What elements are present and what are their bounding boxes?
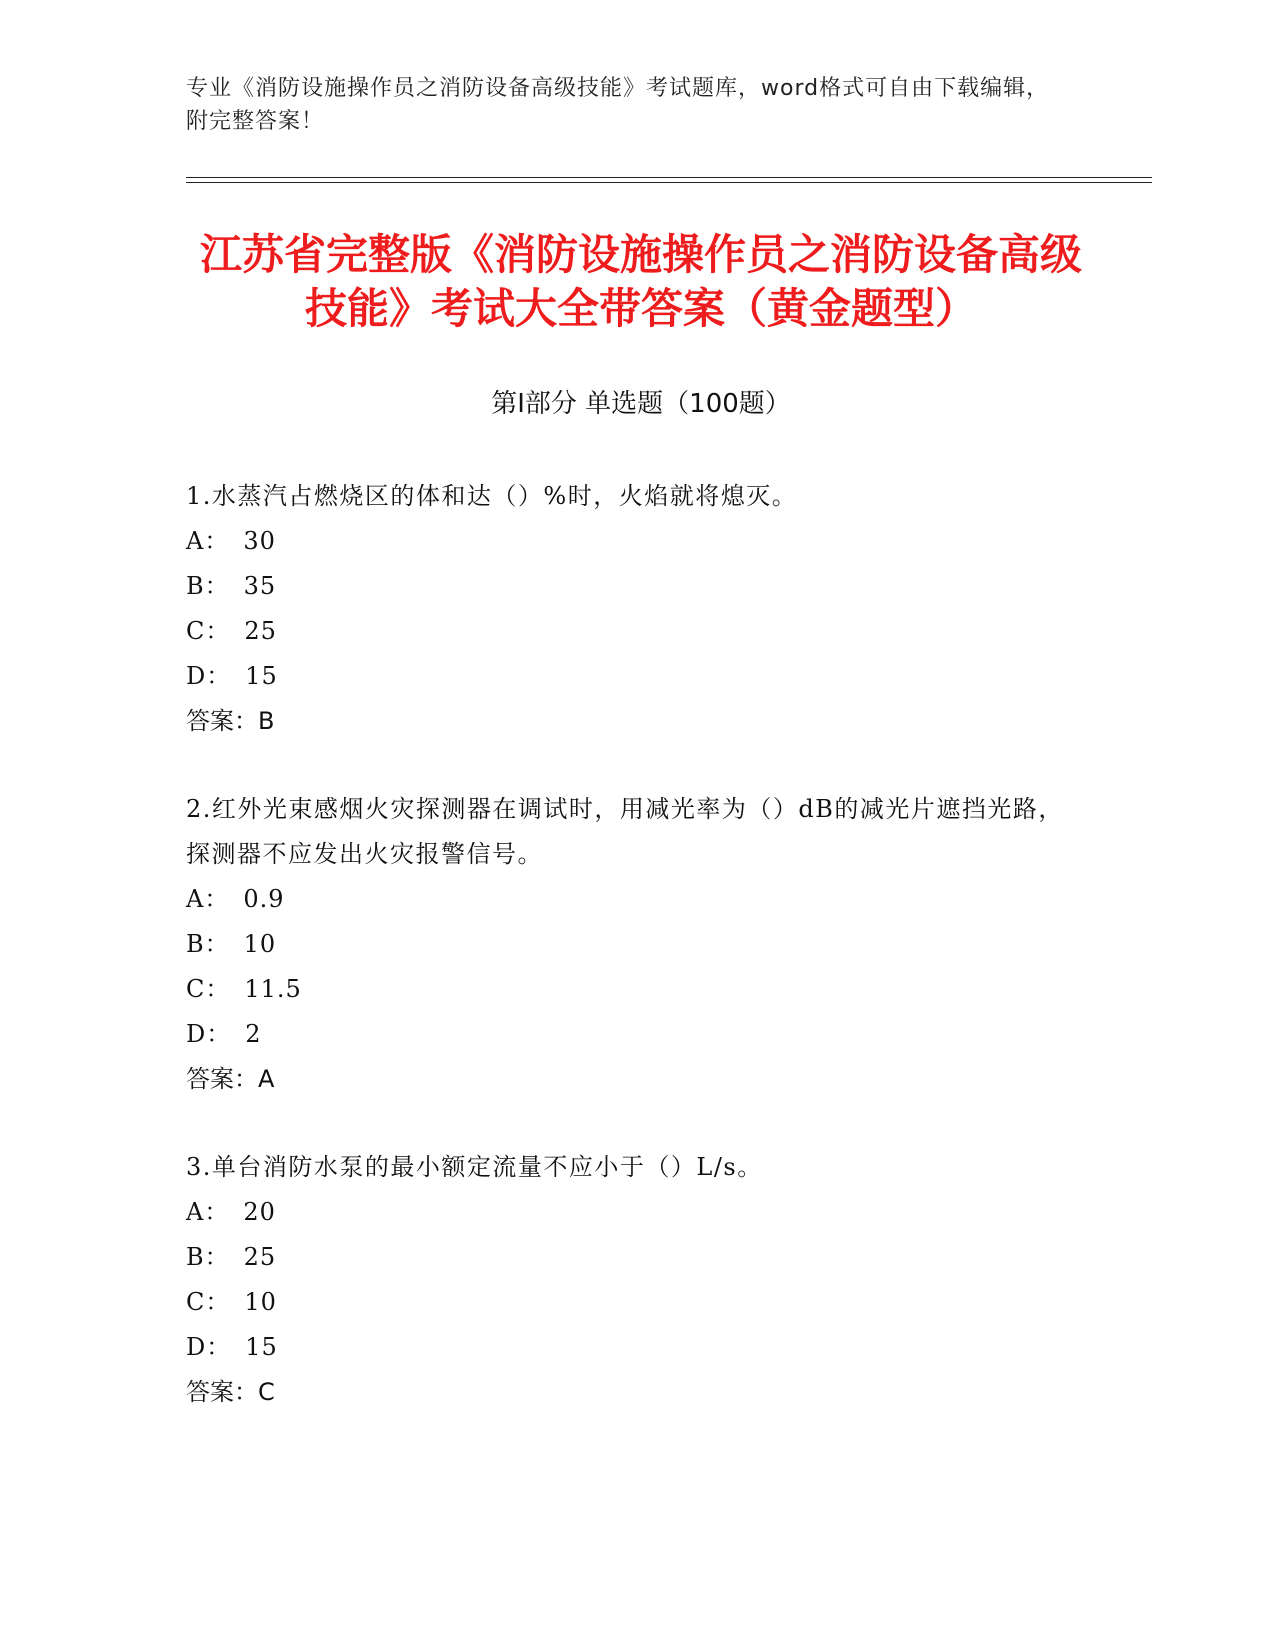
question-2 [186, 787, 1076, 1102]
option-key: C： [186, 617, 231, 645]
option-value: 30 [243, 527, 276, 555]
option-a [186, 877, 1076, 922]
option-value: 2 [245, 1020, 262, 1048]
question-text: 1.水蒸汽占燃烧区的体和达（）%时，火焰就将熄灭。 [186, 482, 798, 510]
option-value: 25 [244, 617, 277, 645]
option-key: B： [186, 930, 230, 958]
option-d [186, 1325, 1076, 1370]
option-key: A： [186, 527, 230, 555]
option-key: A： [186, 1198, 230, 1226]
option-value: 25 [243, 1243, 277, 1271]
option-b [186, 922, 1076, 967]
option-value: 10 [244, 1288, 277, 1316]
option-key: D： [186, 1020, 232, 1048]
question-text: 2.红外光束感烟火灾探测器在调试时，用减光率为（）dB的减光片遮挡光路，探测器不应发出火灾报警信号。 [186, 795, 1064, 868]
option-key: D： [186, 1333, 232, 1361]
option-b [186, 564, 1076, 609]
option-c [186, 1280, 1076, 1325]
option-key: C： [186, 975, 231, 1003]
option-key: D： [186, 662, 232, 690]
answer: 答案：C [186, 1378, 275, 1406]
document-title: 江苏省完整版《消防设施操作员之消防设备高级技能》考试大全带答案（黄金题型） [199, 230, 1082, 333]
section-heading: 第Ⅰ部分 单选题（100题） [491, 389, 791, 419]
header-rule-top [186, 177, 1152, 178]
option-d [186, 654, 1076, 699]
option-a [186, 519, 1076, 564]
question-3 [186, 1145, 1076, 1415]
option-value: 15 [245, 662, 278, 690]
option-b [186, 1235, 1076, 1280]
header-rule-bottom [186, 182, 1152, 183]
option-c [186, 609, 1076, 654]
question-text: 3.单台消防水泵的最小额定流量不应小于（）L/s。 [186, 1153, 763, 1181]
option-a [186, 1190, 1076, 1235]
option-key: B： [186, 1243, 230, 1271]
answer: 答案：A [186, 1065, 275, 1093]
option-key: A： [186, 885, 230, 913]
option-key: B： [186, 572, 230, 600]
header-note: 专业《消防设施操作员之消防设备高级技能》考试题库，word格式可自由下载编辑，附完整答案！ [186, 76, 1050, 134]
option-value: 35 [243, 572, 277, 600]
option-d [186, 1012, 1076, 1057]
question-1 [186, 474, 1076, 744]
option-c [186, 967, 1076, 1012]
option-key: C： [186, 1288, 231, 1316]
option-value: 10 [243, 930, 277, 958]
answer: 答案：B [186, 707, 275, 735]
option-value: 15 [245, 1333, 278, 1361]
option-value: 11.5 [244, 975, 302, 1003]
option-value: 0.9 [243, 885, 285, 913]
option-value: 20 [243, 1198, 276, 1226]
